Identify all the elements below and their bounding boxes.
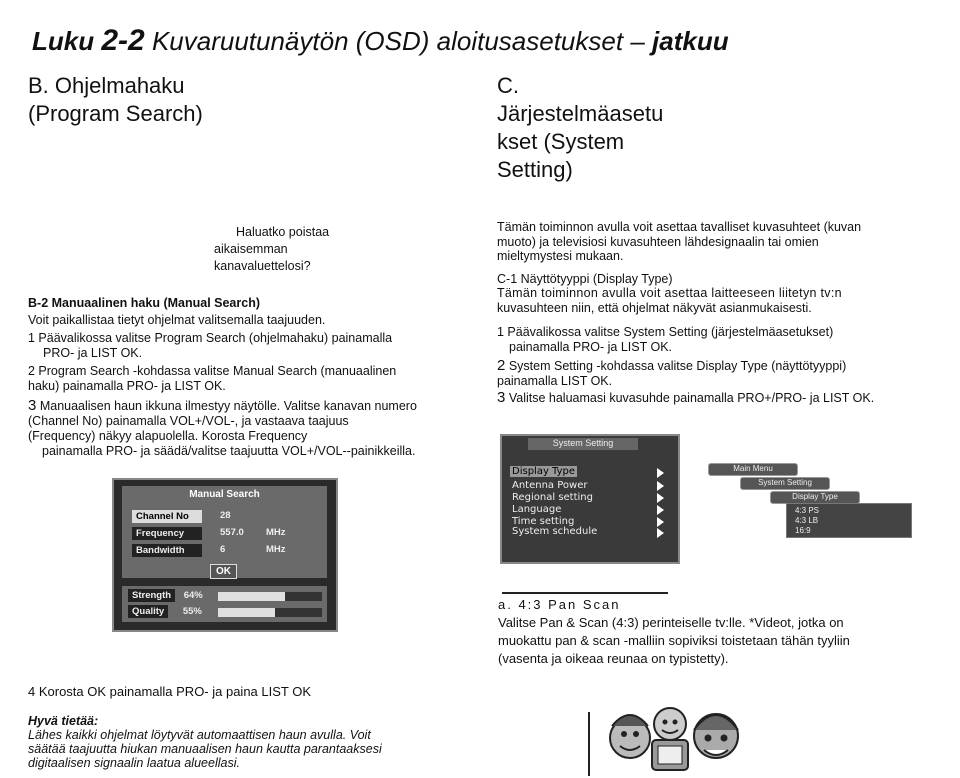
quality-bar-fill <box>218 608 275 617</box>
quality-row: Quality 55% <box>128 606 202 617</box>
option-4-3-lb[interactable]: 4:3 LB <box>795 516 819 525</box>
option-4-3-ps[interactable]: 4:3 PS <box>795 506 820 515</box>
signal-panel <box>122 586 327 622</box>
frequency-row[interactable]: Frequency 557.0 MHz <box>132 527 202 540</box>
system-setting-intro: Tämän toiminnon avulla voit asettaa tavalliset kuvasuhteet (kuvan muoto) ja televisiosi kuvasuhteen lähdesignaalin tai omien mieltymystesi mukaan. C-1 Näyttötyyppi (Display Type) Tämän toiminnon avulla voit asettaa laitteeseen liitetyn tv:n kuvasuhteen niin, että ohjelmat näkyvät asianmukaisesti. 1 Päävalikossa valitse System Setting (järjestelmäasetukset) painamalla PRO- ja LIST OK. 2 System Setting -kohdassa valitse Display Type (näyttötyyppi) painamalla LIST OK. 3 Valitse haluamasi kuvasuhde painamalla PRO+/PRO- ja LIST OK. <box>497 220 927 406</box>
display-type-heading: C-1 Näyttötyyppi (Display Type) <box>497 271 673 286</box>
divider <box>502 592 668 594</box>
divider-vertical <box>588 712 590 776</box>
menu-item-system-schedule[interactable]: System schedule <box>512 526 598 537</box>
section-b-heading: B. Ohjelmahaku (Program Search) <box>28 73 203 126</box>
manual-search-section: B-2 Manuaalinen haku (Manual Search) Voit paikallistaa tietyt ohjelmat valitsemalla taajuuden. 1 Päävalikossa valitse Program Search (ohjelmahaku) painamalla PRO- ja LIST OK. 2 Program Search -kohdassa valitse Manual Search (manuaalinen haku) painamalla PRO- ja LIST OK. 3 Manuaalisen haun ikkuna ilmestyy näytölle. Valitse kanavan numero (Channel No) painamalla VOL+/VOL-, ja vastaava taajuus (Frequency) näkyy alapuolella. Korosta Frequency painamalla PRO- ja säädä/valitse taajuutta VOL+/VOL--painikkeilla. <box>28 296 417 458</box>
strength-bar-track <box>218 592 322 601</box>
bandwidth-row[interactable]: Bandwidth 6 MHz <box>132 544 202 557</box>
pan-scan-section: a. 4:3 Pan Scan Valitse Pan & Scan (4:3) perinteiselle tv:lle. *Videot, jotka on muokattu pan & scan -malliin sopiviksi toistetaan tähän tyyliin (vasenta ja oikeaa reunaa on typistetty). <box>498 596 918 668</box>
menu-item-regional-setting[interactable]: Regional setting <box>512 492 593 503</box>
display-type-crumb[interactable]: Display Type <box>770 491 860 504</box>
system-setting-crumb[interactable]: System Setting <box>740 477 830 490</box>
tip-box: Hyvä tietää: Lähes kaikki ohjelmat löytyvät automaattisen haun avulla. Voit säätää taajuutta hiukan manuaalisen haun kautta parantaaksesi digitaalisen signaalin laatua alueellasi. <box>28 714 382 770</box>
delete-question: Haluatko poistaa aikaisemman kanavaluettelosi? <box>214 225 330 273</box>
strength-row: Strength 64% <box>128 590 203 601</box>
channel-row[interactable]: Channel No 28 <box>132 510 202 523</box>
strength-bar-fill <box>218 592 285 601</box>
menu-item-display-type[interactable]: Display Type <box>512 466 576 477</box>
arrow-right-icon <box>657 528 664 538</box>
system-setting-screen <box>500 434 680 564</box>
cartoon-family-illustration <box>604 700 752 778</box>
option-16-9[interactable]: 16:9 <box>795 526 811 535</box>
section-c-heading: C. Järjestelmäasetu kset (System Setting) <box>497 73 664 182</box>
arrow-right-icon <box>657 493 664 503</box>
manual-search-panel <box>122 486 327 578</box>
menu-item-time-setting[interactable]: Time setting <box>512 516 575 527</box>
ok-button[interactable]: OK <box>210 564 237 579</box>
step-4: 4 Korosta OK painamalla PRO- ja paina LIST OK <box>28 684 312 699</box>
system-setting-title: System Setting <box>528 438 638 450</box>
manual-search-screen <box>112 478 338 632</box>
arrow-right-icon <box>657 517 664 527</box>
main-menu-crumb[interactable]: Main Menu <box>708 463 798 476</box>
menu-item-antenna-power[interactable]: Antenna Power <box>512 480 588 491</box>
pan-scan-heading: a. 4:3 Pan Scan <box>498 597 621 612</box>
quality-bar-track <box>218 608 322 617</box>
arrow-right-icon <box>657 468 664 478</box>
arrow-right-icon <box>657 481 664 491</box>
arrow-right-icon <box>657 505 664 515</box>
manual-search-title: Manual Search <box>189 489 260 500</box>
menu-item-language[interactable]: Language <box>512 504 562 515</box>
page-title: Luku 2-2 Kuvaruutunäytön (OSD) aloitusasetukset – jatkuu <box>32 24 729 57</box>
display-type-options <box>786 503 912 538</box>
